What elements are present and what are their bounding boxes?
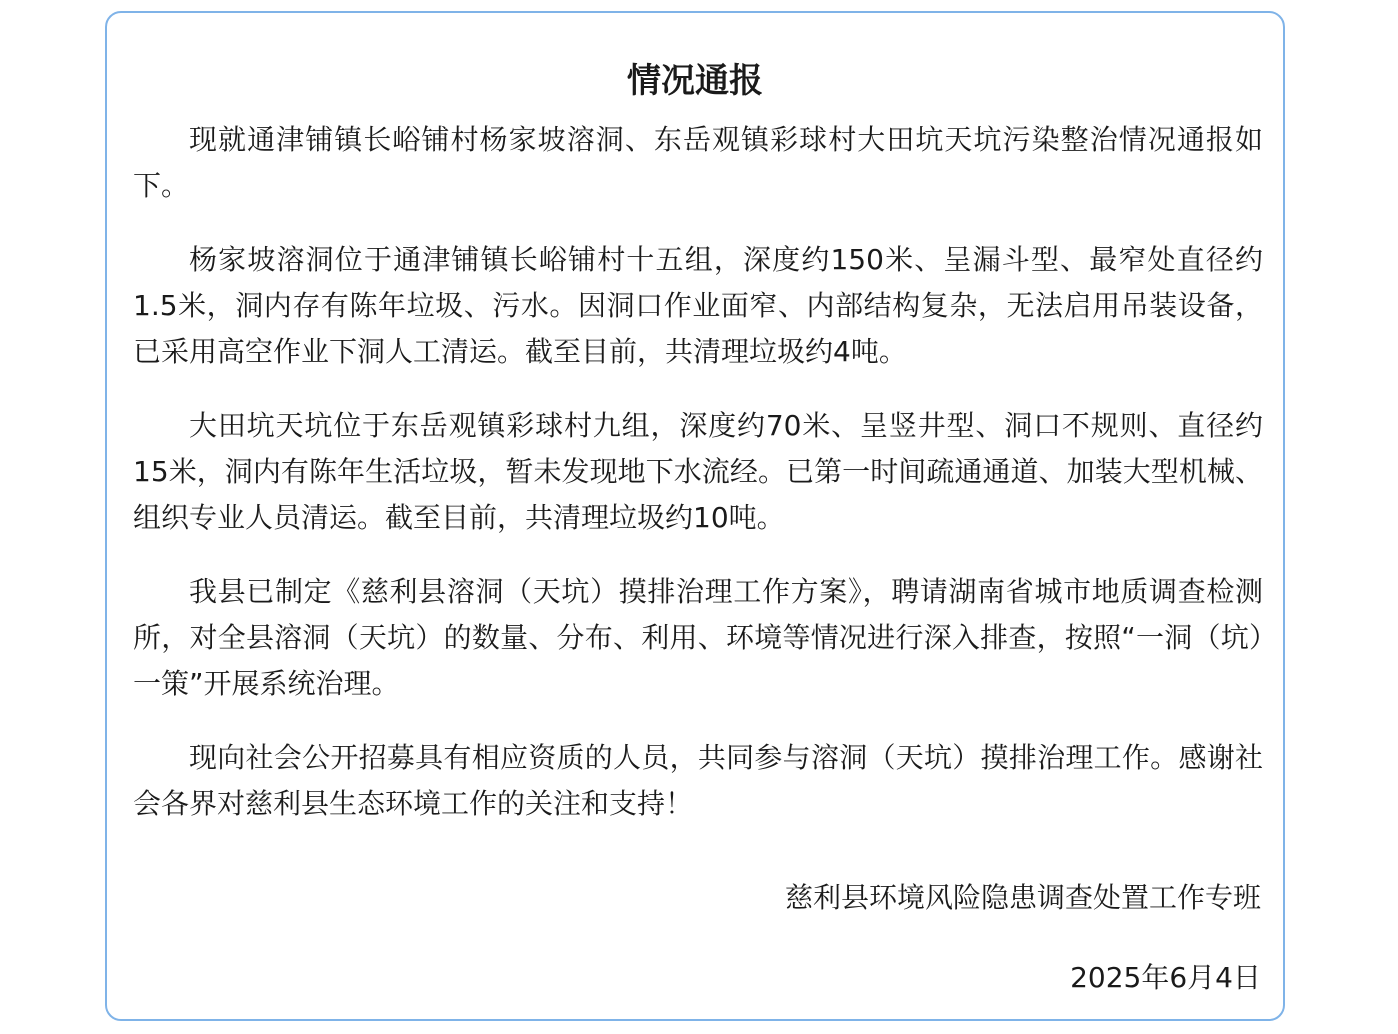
notice-card [105,11,1285,1021]
notice-title: 情况通报 [627,61,763,101]
paragraph-public-recruitment: 现向社会公开招募具有相应资质的人员，共同参与溶洞（天坑）摸排治理工作。感谢社会各界对慈利县生态环境工作的关注和支持！ [133,741,1263,820]
issuer-signature: 慈利县环境风险隐患调查处置工作专班 [784,881,1261,914]
paragraph-county-plan: 我县已制定《慈利县溶洞（天坑）摸排治理工作方案》，聘请湖南省城市地质调查检测所，对全县溶洞（天坑）的数量、分布、利用、环境等情况进行深入排查，按照“一洞（坑）一策”开展系统治理。 [133,575,1263,700]
paragraph-datiankeng-sinkhole: 大田坑天坑位于东岳观镇彩球村九组，深度约70米、呈竖井型、洞口不规则、直径约15米，洞内有陈年生活垃圾，暂未发现地下水流经。已第一时间疏通通道、加装大型机械、组织专业人员清运。截至目前，共清理垃圾约10吨。 [133,409,1263,534]
notice-body [133,117,1263,855]
issue-date: 2025年6月4日 [1070,961,1261,994]
paragraph-yangjiapo-cave: 杨家坡溶洞位于通津铺镇长峪铺村十五组，深度约150米、呈漏斗型、最窄处直径约1.5米，洞内存有陈年垃圾、污水。因洞口作业面窄、内部结构复杂，无法启用吊装设备，已采用高空作业下洞人工清运。截至目前，共清理垃圾约4吨。 [133,243,1263,368]
paragraph-intro: 现就通津铺镇长峪铺村杨家坡溶洞、东岳观镇彩球村大田坑天坑污染整治情况通报如下。 [133,123,1263,202]
